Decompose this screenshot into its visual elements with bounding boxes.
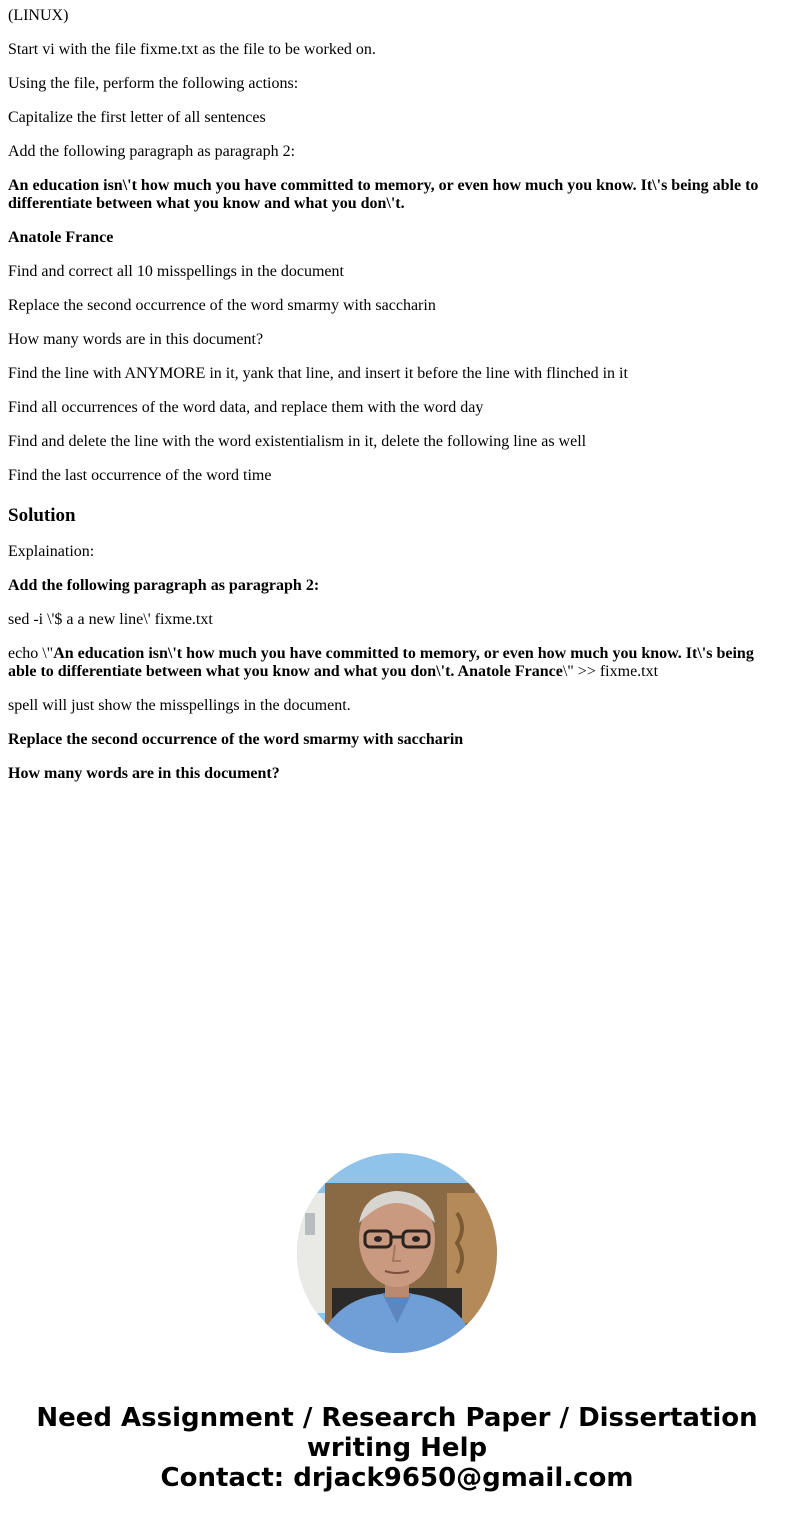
footer-ad [0, 1403, 794, 1493]
quote-paragraph [8, 177, 778, 213]
quote-author [8, 229, 778, 247]
step-add-paragraph: Add the following paragraph as paragraph 2: [8, 143, 296, 160]
document-body [8, 7, 778, 799]
echo-prefix: echo \" [8, 645, 54, 662]
echo-suffix: \" >> fixme.txt [562, 663, 659, 680]
sed-command: sed -i \'$ a a new line\' fixme.txt [8, 611, 213, 628]
subheading-text: Add the following paragraph as paragraph 2: [8, 577, 320, 594]
step-yank-line: Find the line with ANYMORE in it, yank that line, and insert it before the line with flinched in it [8, 365, 628, 382]
subheading-text: Replace the second occurrence of the word smarmy with saccharin [8, 731, 464, 748]
os-label: (LINUX) [8, 7, 69, 24]
subheading-text: How many words are in this document? [8, 765, 280, 782]
quote-text: An education isn\'t how much you have committed to memory, or even how much you know. It\'s being able to differentiate between what you know and what you don\'t. [8, 177, 759, 212]
intro-text: Start vi with the file fixme.txt as the file to be worked on. [8, 41, 376, 58]
footer-line-contact: Contact: drjack9650@gmail.com [160, 1463, 634, 1493]
solution-subheading-1 [8, 577, 778, 595]
step-replace-data: Find all occurrences of the word data, and replace them with the word day [8, 399, 484, 416]
step-delete-line: Find and delete the line with the word existentialism in it, delete the following line as well [8, 433, 587, 450]
avatar [297, 1153, 497, 1353]
step-misspellings: Find and correct all 10 misspellings in the document [8, 263, 344, 280]
author-text: Anatole France [8, 229, 114, 246]
step-replace-smarmy: Replace the second occurrence of the word smarmy with saccharin [8, 297, 436, 314]
footer-line-help: Need Assignment / Research Paper / Dissertation writing Help [36, 1403, 758, 1463]
step-capitalize: Capitalize the first letter of all sentences [8, 109, 266, 126]
spell-note: spell will just show the misspellings in the document. [8, 697, 351, 714]
explanation-label: Explaination: [8, 543, 95, 560]
step-last-time: Find the last occurrence of the word time [8, 467, 272, 484]
echo-quote: An education isn\'t how much you have committed to memory, or even how much you know. It\'s being able to differentiate between what you know and what you don\'t. Anatole France [8, 645, 754, 680]
solution-subheading-3 [8, 765, 778, 783]
author-photo [297, 1153, 497, 1353]
solution-heading: Solution [8, 505, 76, 526]
using-text: Using the file, perform the following actions: [8, 75, 299, 92]
solution-subheading-2 [8, 731, 778, 749]
echo-command [8, 645, 778, 681]
step-word-count: How many words are in this document? [8, 331, 264, 348]
